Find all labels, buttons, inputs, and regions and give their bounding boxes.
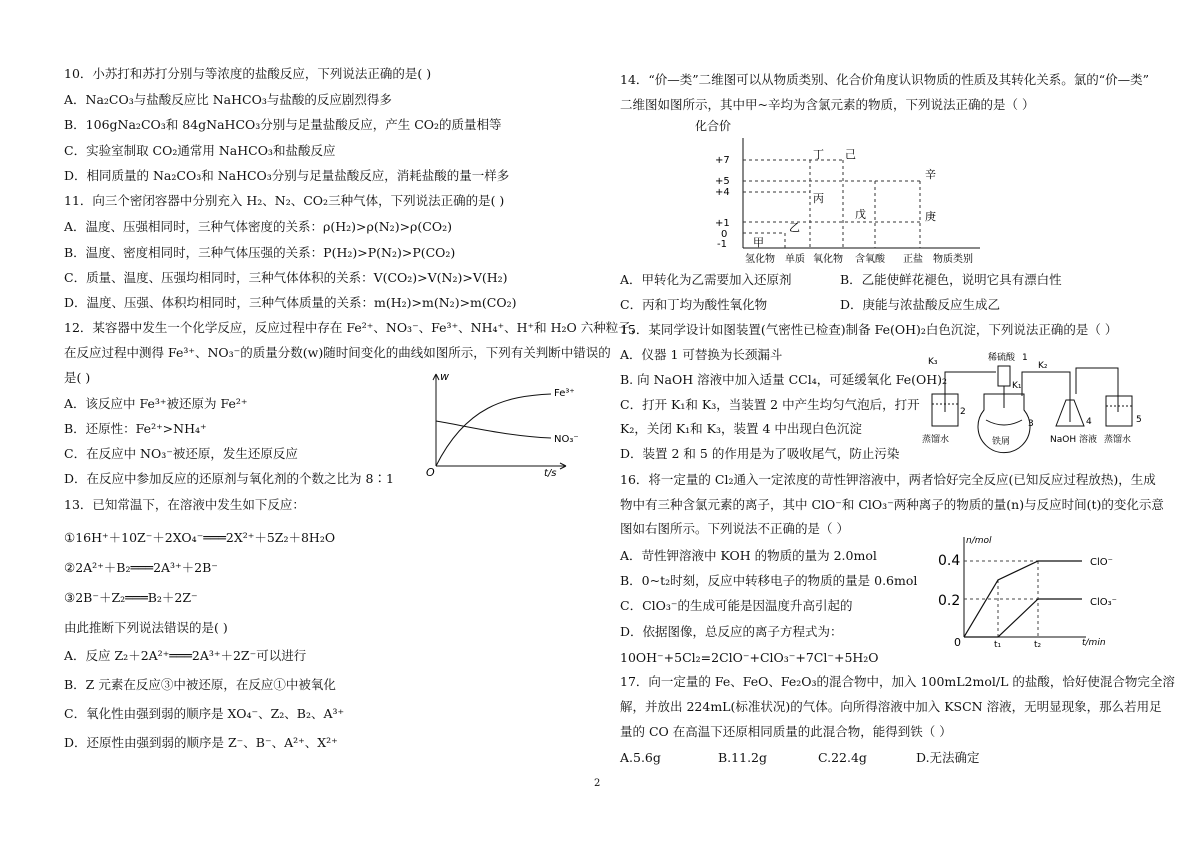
q10-option-d: D．相同质量的 Na₂CO₃和 NaHCO₃分别与足量盐酸反应，消耗盐酸的量一样多 [64,168,510,183]
q16-chart [936,533,1126,651]
q17-stem-line3: 量的 CO 在高温下还原相同质量的此混合物，能得到铁（ ） [620,724,952,739]
q11-option-b: B．温度、密度相同时，三种气体压强的关系：P(H₂)>P(N₂)>P(CO₂) [64,245,456,260]
q12-stem-line2: 在反应过程中测得 Fe³⁺、NO₃⁻的质量分数(w)随时间变化的曲线如图所示，下列有关判断中错误的 [64,345,611,360]
xtick-hydride: 氢化物 [745,254,775,265]
q12-stem-line1: 12．某容器中发生一个化学反应，反应过程中存在 Fe²⁺、NO₃⁻、Fe³⁺、NH₄⁺、H⁺和 H₂O 六种粒子， [64,320,644,335]
point-yi: 乙 [789,221,800,234]
q16-series-clo: ClO⁻ [1090,557,1113,568]
q16-xlabel: t/min [1082,638,1106,648]
q12-option-d: D．在反应中参加反应的还原剂与氧化剂的个数之比为 8∶1 [64,471,394,486]
num-1: 1 [1022,353,1028,363]
q14-chart [695,116,995,269]
q17-option-c: C.22.4g [818,750,867,765]
q16-option-b: B．0~t₂时刻，反应中转移电子的物质的量是 0.6mol [620,573,918,588]
q13-option-d: D．还原性由强到弱的顺序是 Z⁻、B⁻、A²⁺、X²⁺ [64,735,338,750]
xtick-category: 物质类别 [933,254,973,265]
ytick-0: 0 [721,229,728,240]
q14-option-b: B．乙能使鲜花褪色，说明它具有漂白性 [840,272,1062,287]
point-jia: 甲 [753,236,764,249]
q15-option-c-line1: C．打开 K₁和 K₃，当装置 2 中产生均匀气泡后，打开 [620,397,920,412]
point-ji: 己 [845,148,856,161]
num-4: 4 [1086,417,1092,427]
q14-y-axis-label: 化合价 [695,119,732,133]
q17-stem-line1: 17．向一定量的 Fe、FeO、Fe₂O₃的混合物中，加入 100mL2mol/L 的盐酸，恰好使混合物完全溶 [620,674,1175,689]
xtick-salt: 正盐 [903,254,923,265]
ytick-p5: +5 [715,176,730,187]
water1-label: 蒸馏水 [922,435,950,445]
q10-option-a: A．Na₂CO₃与盐酸反应比 NaHCO₃与盐酸的反应剧烈得多 [64,92,392,107]
q15-stem: 15．某同学设计如图装置(气密性已检查)制备 Fe(OH)₂白色沉淀，下列说法正确的是（ ） [620,322,1118,337]
point-bing: 丙 [813,192,824,205]
q12-graph-xlabel: t/s [544,468,557,479]
naoh-label: NaOH 溶液 [1050,435,1097,445]
q17-option-d: D.无法确定 [916,750,980,765]
q12-graph-origin: O [426,466,435,479]
q17-option-a: A.5.6g [620,750,661,765]
beaker-5 [1106,396,1132,426]
q10-option-c: C．实验室制取 CO₂通常用 NaHCO₃和盐酸反应 [64,143,336,158]
q13-option-a: A．反应 Z₂＋2A²⁺═══2A³⁺＋2Z⁻可以进行 [64,648,307,663]
no3-curve [436,421,551,438]
q11-option-a: A．温度、压强相同时，三种气体密度的关系：ρ(H₂)>ρ(N₂)>ρ(CO₂) [64,219,452,234]
page-number: 2 [594,778,601,789]
fe3-curve [436,394,551,466]
point-wu: 戊 [855,208,866,221]
xtick-oxyacid: 含氧酸 [855,254,885,265]
q11-option-d: D．温度、压强、体积均相同时，三种气体质量的关系：m(H₂)>m(N₂)>m(CO₂) [64,295,517,310]
q14-option-a: A．甲转化为乙需要加入还原剂 [620,272,792,287]
num-5: 5 [1136,415,1142,425]
q13-option-b: B．Z 元素在反应③中被还原，在反应①中被氧化 [64,677,336,692]
k1-label: K₁ [1012,381,1022,391]
q12-stem-line3: 是( ) [64,370,91,385]
ytick-p1: +1 [715,218,730,229]
point-ding: 丁 [813,148,824,161]
ytick-p7: +7 [715,155,730,166]
ytick-m1: -1 [717,239,727,250]
q15-apparatus [922,352,1162,451]
q14-option-d: D．庚能与浓盐酸反应生成乙 [840,297,1001,312]
q12-graph-no3-label: NO₃⁻ [554,434,579,445]
q16-series-clo3: ClO₃⁻ [1090,597,1117,608]
q17-option-b: B.11.2g [718,750,767,765]
q15-option-b: B. 向 NaOH 溶液中加入适量 CCl₄，可延缓氧化 Fe(OH)₂ [620,372,948,387]
k2-label: K₂ [1038,361,1048,371]
num-2: 2 [960,407,966,417]
q16-stem-line3: 图如右图所示。下列说法不正确的是（ ） [620,521,849,536]
q16-equation: 10OH⁻+5Cl₂=2ClO⁻+ClO₃⁻+7Cl⁻+5H₂O [620,650,879,665]
acid-label: 稀硫酸 [988,353,1016,363]
q15-option-c-line2: K₂，关闭 K₁和 K₃，装置 4 中出现白色沉淀 [620,421,862,436]
iron-label: 铁屑 [992,437,1011,447]
q13-option-c: C．氧化性由强到弱的顺序是 XO₄⁻、Z₂、B₂、A³⁺ [64,706,345,721]
q16-xtick-t2: t₂ [1034,640,1042,650]
q14-option-c: C．丙和丁均为酸性氧化物 [620,297,768,312]
point-xin: 辛 [925,168,936,181]
q16-option-d: D．依据图像，总反应的离子方程式为： [620,624,843,639]
q10-option-b: B．106gNa₂CO₃和 84gNaHCO₃分别与足量盐酸反应，产生 CO₂的质量相等 [64,117,502,132]
q13-stem: 13．已知常温下，在溶液中发生如下反应： [64,497,305,512]
water2-label: 蒸馏水 [1104,435,1132,445]
q13-reaction-2: ②2A²⁺＋B₂═══2A³⁺＋2B⁻ [64,560,218,575]
q16-ytick-04: 0.4 [938,553,961,569]
xtick-element: 单质 [785,254,805,265]
point-geng: 庚 [925,210,936,223]
num-3: 3 [1028,419,1034,429]
q16-option-c: C．ClO₃⁻的生成可能是因温度升高引起的 [620,598,853,613]
q12-option-b: B．还原性：Fe²⁺>NH₄⁺ [64,421,207,436]
q16-stem-line2: 物中有三种含氯元素的离子，其中 ClO⁻和 ClO₃⁻两种离子的物质的量(n)与反应时间(t)的变化示意 [620,497,1164,512]
q13-reaction-1: ①16H⁺＋10Z⁻＋2XO₄⁻═══2X²⁺＋5Z₂＋8H₂O [64,530,336,545]
q11-option-c: C．质量、温度、压强均相同时，三种气体体积的关系：V(CO₂)>V(N₂)>V(H₂) [64,270,508,285]
q16-ytick-02: 0.2 [938,593,961,609]
q16-ylabel: n/mol [966,536,992,546]
q11-stem: 11．向三个密闭容器中分别充入 H₂、N₂、CO₂三种气体，下列说法正确的是( ) [64,193,505,208]
q12-graph-fe3-label: Fe³⁺ [554,388,575,399]
q15-option-d: D．装置 2 和 5 的作用是为了吸收尾气，防止污染 [620,446,900,461]
funnel-1 [998,366,1010,386]
q16-ytick-0: 0 [954,636,961,649]
k3-label: K₃ [928,357,938,367]
q16-series-line-1 [964,599,1082,637]
q12-graph-ylabel: w [440,370,449,383]
q13-reaction-3: ③2B⁻＋Z₂═══B₂＋2Z⁻ [64,590,198,605]
q12-option-a: A．该反应中 Fe³⁺被还原为 Fe²⁺ [64,396,248,411]
q15-option-a: A．仪器 1 可替换为长颈漏斗 [620,347,783,362]
q13-stem-2: 由此推断下列说法错误的是( ) [64,620,228,635]
q16-stem-line1: 16．将一定量的 Cl₂通入一定浓度的苛性钾溶液中，两者恰好完全反应(已知反应过程放热)，生成 [620,472,1156,487]
q12-option-c: C．在反应中 NO₃⁻被还原，发生还原反应 [64,446,298,461]
q12-graph [426,366,579,479]
xtick-oxide: 氧化物 [813,254,843,265]
q16-xtick-t1: t₁ [994,640,1002,650]
q17-stem-line2: 解，并放出 224mL(标准状况)的气体。向所得溶液中加入 KSCN 溶液，无明显现象，那么若用足 [620,699,1162,714]
q10-stem: 10．小苏打和苏打分别与等浓度的盐酸反应，下列说法正确的是( ) [64,66,432,81]
q16-option-a: A．苛性钾溶液中 KOH 的物质的量为 2.0mol [620,548,877,563]
q14-stem-line2: 二维图如图所示，其中甲~辛均为含氯元素的物质，下列说法正确的是（ ） [620,97,1035,112]
ytick-p4: +4 [715,187,730,198]
q14-stem-line1: 14．“价—类”二维图可以从物质类别、化合价角度认识物质的性质及其转化关系。氯的“价—类” [620,72,1149,87]
